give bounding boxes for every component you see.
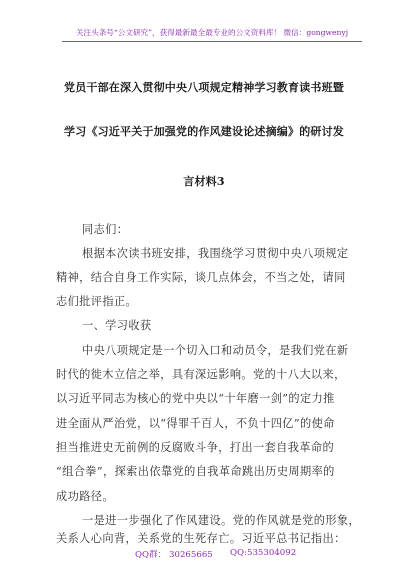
footer-qq-contact: QQ:535304092	[230, 548, 297, 558]
body-line: 以习近平同志为核心的党中央以“十年磨一剑”的定力推	[56, 392, 335, 405]
salutation: 同志们：	[82, 223, 129, 236]
document-title-line-3: 言材料3	[183, 175, 225, 188]
footer-qq-group: QQ群： 30265665	[135, 550, 213, 560]
document-title-line-2: 学习《习近平关于加强党的作风建设论述摘编》的研讨发	[64, 125, 344, 138]
body-line: 时代的徙木立信之举，具有深远影响。党的十八大以来，	[56, 368, 346, 381]
document-title-line-1: 党员干部在深入贯彻中央八项规定精神学习教育读书班暨	[64, 81, 344, 94]
body-line: 进全面从严治党，以“得罪千百人，不负十四亿”的使命	[56, 417, 335, 430]
body-line: 志们批评指正。	[56, 295, 138, 308]
body-line: 中央八项规定是一个切入口和动员令，是我们党在新	[82, 344, 349, 357]
body-line: 成功路径。	[56, 490, 114, 503]
body-line: 担当推进史无前例的反腐败斗争，打出一套自我革命的	[56, 441, 335, 454]
header-banner: 关注头条号“公文研究”，获得最新最全最专业的公文资料库！ 微信：gongwenyj	[62, 27, 362, 42]
body-line: 关系人心向背，关系党的生死存亡。习近平总书记指出：	[56, 532, 346, 545]
body-line: “组合拳”，探索出依靠党的自我革命跳出历史周期率的	[56, 465, 335, 478]
body-line: 根据本次读书班安排，我围绕学习贯彻中央八项规定	[82, 247, 349, 260]
section-heading: 一、学习收获	[82, 319, 152, 332]
body-line: 精神，结合自身工作实际，谈几点体会，不当之处，请同	[56, 271, 346, 284]
body-line: 一是进一步强化了作风建设。党的作风就是党的形象，	[82, 514, 361, 527]
